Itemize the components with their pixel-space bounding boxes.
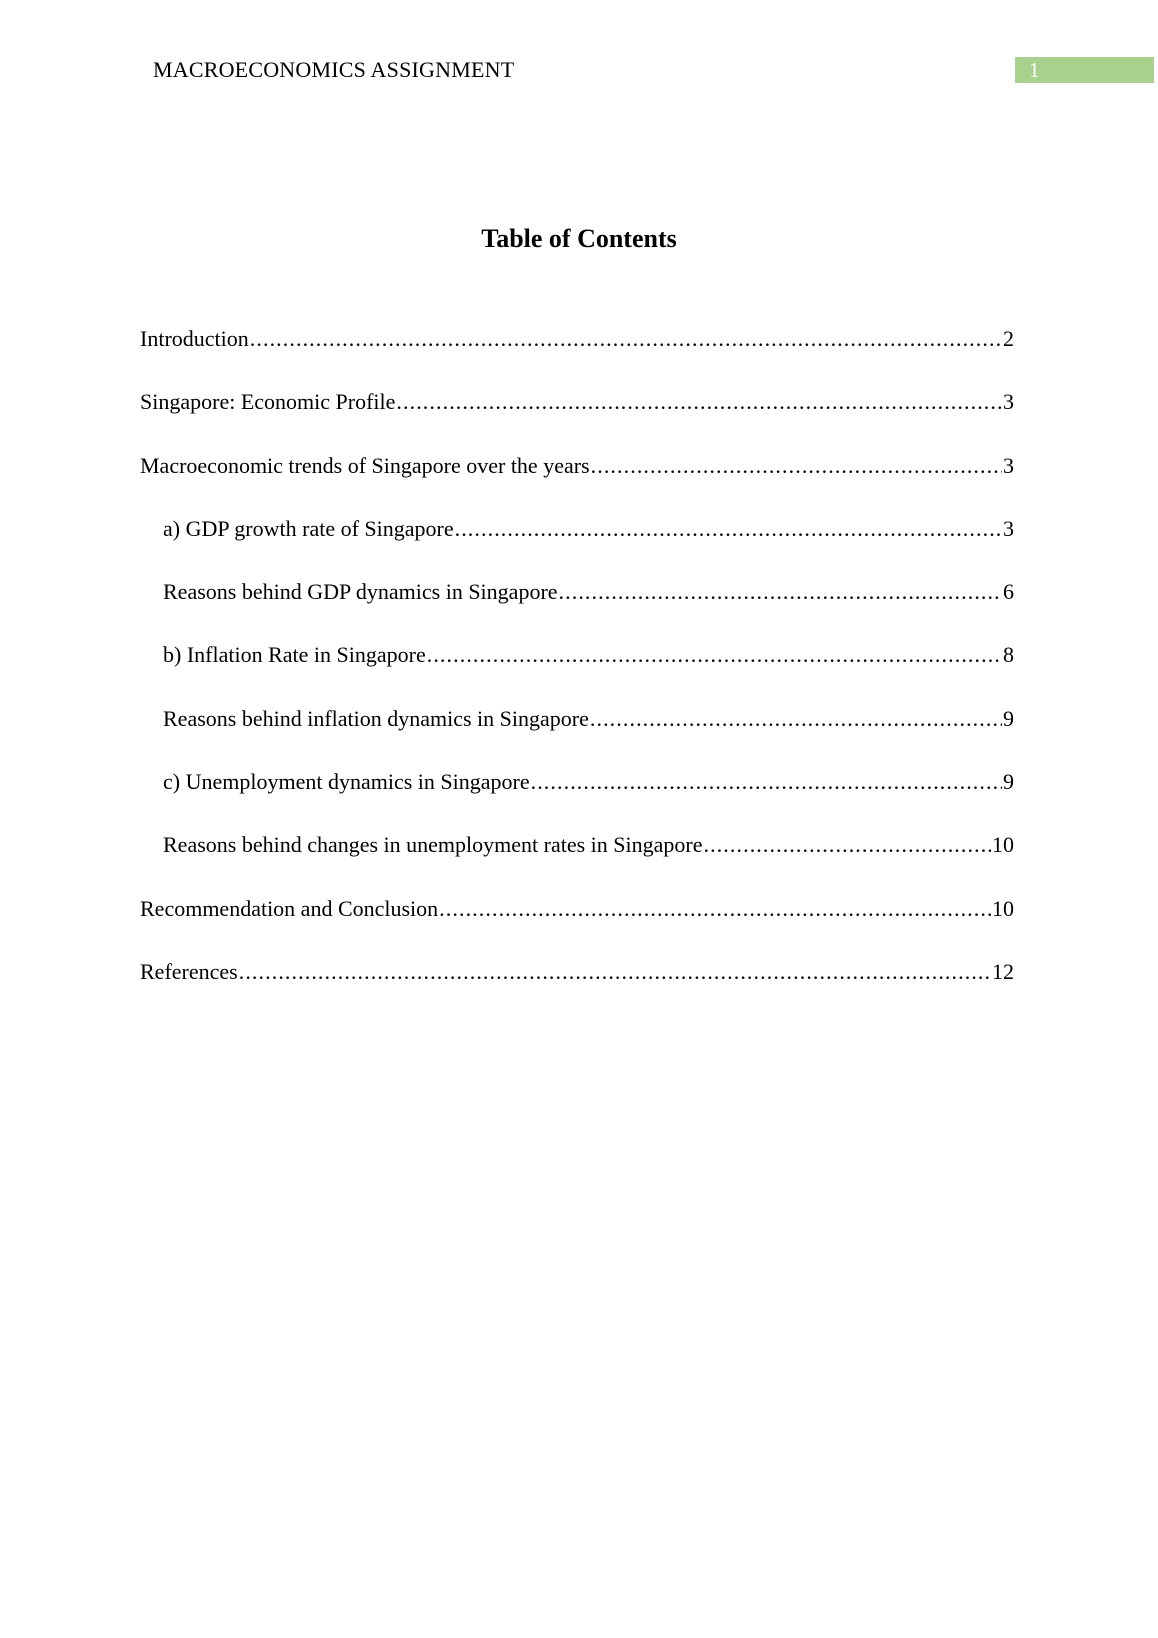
toc-entry-page: 10 [992,895,1014,921]
toc-dot-leader [591,452,1002,480]
toc-dot-leader [396,388,1002,416]
toc-entry-unemployment-reasons[interactable] [140,831,1014,894]
toc-entry-page: 12 [992,958,1014,984]
toc-entry-inflation-reasons[interactable] [140,705,1014,768]
running-header-title: MACROECONOMICS ASSIGNMENT [153,57,515,82]
toc-dot-leader [239,958,991,986]
toc-entry-macroeconomic-trends[interactable] [140,452,1014,515]
toc-dot-leader [704,831,992,859]
toc-entry-introduction[interactable] [140,325,1014,388]
toc-entry-page: 3 [1003,515,1014,541]
toc-dot-leader [439,895,991,923]
page-number-badge [1015,57,1154,83]
toc-entry-label: c) Unemployment dynamics in Singapore [163,769,530,795]
toc-entry-label: Reasons behind changes in unemployment rates in Singapore [163,832,703,858]
toc-dot-leader [455,515,1002,543]
toc-entry-gdp-reasons[interactable] [140,578,1014,641]
toc-entry-label: Singapore: Economic Profile [140,389,396,415]
toc-entry-label: Recommendation and Conclusion [140,895,439,921]
page-number: 1 [1029,58,1040,82]
toc-entry-label: Introduction [140,326,249,351]
toc-dot-leader [559,578,1002,606]
toc-entry-label: Reasons behind GDP dynamics in Singapore [163,579,558,605]
toc-entry-page: 6 [1003,579,1014,605]
toc-entry-label: References [140,958,238,984]
toc-dot-leader [427,641,1002,669]
toc-entry-inflation-rate[interactable] [140,641,1014,704]
toc-dot-leader [250,325,1002,353]
toc-entry-page: 9 [1003,769,1014,795]
toc-list [140,325,1014,1021]
toc-entry-label: b) Inflation Rate in Singapore [163,642,426,668]
toc-entry-gdp-growth[interactable] [140,515,1014,578]
toc-entry-unemployment-dynamics[interactable] [140,768,1014,831]
toc-entry-label: a) GDP growth rate of Singapore [163,515,454,541]
toc-entry-economic-profile[interactable] [140,388,1014,451]
toc-entry-page: 2 [1003,326,1014,351]
toc-heading: Table of Contents [481,224,677,253]
toc-entry-page: 9 [1003,705,1014,731]
toc-entry-page: 3 [1003,452,1014,478]
toc-entry-recommendation[interactable] [140,895,1014,958]
toc-entry-label: Reasons behind inflation dynamics in Singapore [163,705,589,731]
toc-entry-page: 10 [992,832,1014,858]
toc-dot-leader [531,768,1002,796]
toc-entry-references[interactable] [140,958,1014,1021]
toc-entry-page: 8 [1003,642,1014,668]
toc-dot-leader [590,705,1002,733]
toc-entry-label: Macroeconomic trends of Singapore over the years [140,452,590,478]
toc-entry-page: 3 [1003,389,1014,415]
